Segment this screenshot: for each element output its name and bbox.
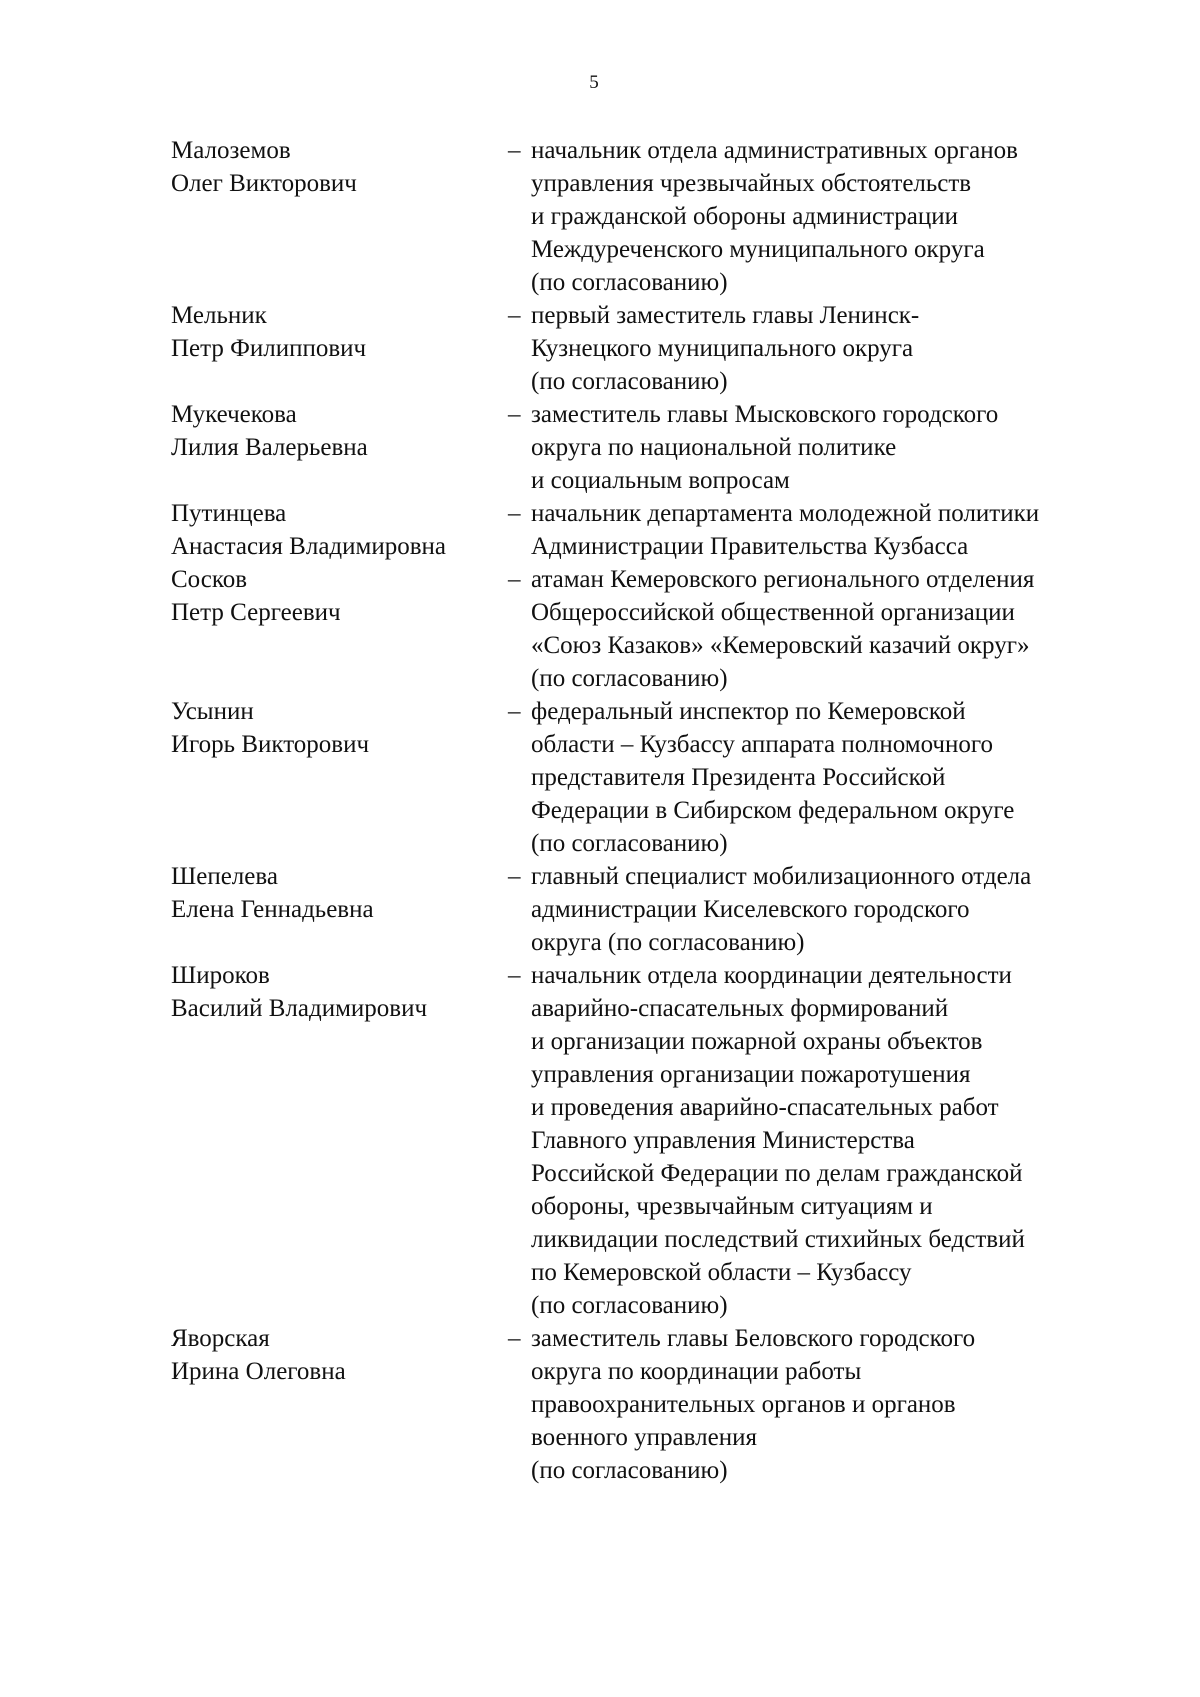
position-line: Российской Федерации по делам гражданской xyxy=(531,1160,1023,1187)
member-surname: Мукечекова xyxy=(171,401,297,428)
position-line: администрации Киселевского городского xyxy=(531,896,970,923)
member-surname: Путинцева xyxy=(171,500,287,527)
position-line: области – Кузбассу аппарата полномочного xyxy=(531,731,993,758)
member-name xyxy=(171,959,508,1322)
position-line: округа по национальной политике xyxy=(531,434,897,461)
position-line: военного управления xyxy=(531,1424,757,1451)
position-line: первый заместитель главы Ленинск- xyxy=(531,302,920,329)
position-line: федеральный инспектор по Кемеровской xyxy=(531,698,966,725)
dash-separator: – xyxy=(508,500,521,527)
dash-separator: – xyxy=(508,698,521,725)
member-given-names: Анастасия Владимировна xyxy=(171,533,446,560)
member-given-names: Петр Сергеевич xyxy=(171,599,341,626)
position-line: округа по координации работы xyxy=(531,1358,862,1385)
position-line: и гражданской обороны администрации xyxy=(531,203,959,230)
member-given-names: Петр Филиппович xyxy=(171,335,367,362)
position-line: Главного управления Министерства xyxy=(531,1127,915,1154)
position-line: Кузнецкого муниципального округа xyxy=(531,335,914,362)
member-given-names: Ирина Олеговна xyxy=(171,1358,346,1385)
member-name xyxy=(171,563,508,695)
member-entry xyxy=(171,299,1131,398)
member-surname: Яворская xyxy=(171,1325,270,1352)
position-line: (по согласованию) xyxy=(531,1457,728,1484)
dash-separator: – xyxy=(508,401,521,428)
member-name xyxy=(171,398,508,497)
dash-separator: – xyxy=(508,863,521,890)
member-position xyxy=(531,398,1131,497)
member-position xyxy=(531,695,1131,860)
member-name xyxy=(171,299,508,398)
dash-separator: – xyxy=(508,962,521,989)
position-line: управления организации пожаротушения xyxy=(531,1061,971,1088)
member-position xyxy=(531,134,1131,299)
member-surname: Широков xyxy=(171,962,270,989)
position-line: (по согласованию) xyxy=(531,269,728,296)
position-line: аварийно-спасательных формирований xyxy=(531,995,949,1022)
members-list xyxy=(171,134,1131,1487)
position-line: начальник департамента молодежной политики xyxy=(531,500,1040,527)
position-line: начальник отдела координации деятельности xyxy=(531,962,1012,989)
member-position xyxy=(531,860,1131,959)
member-surname: Мельник xyxy=(171,302,267,329)
member-surname: Шепелева xyxy=(171,863,278,890)
position-line: главный специалист мобилизационного отдела xyxy=(531,863,1032,890)
position-line: Администрации Правительства Кузбасса xyxy=(531,533,969,560)
member-entry xyxy=(171,563,1131,695)
position-line: и социальным вопросам xyxy=(531,467,790,494)
position-line: (по согласованию) xyxy=(531,830,728,857)
member-position xyxy=(531,299,1131,398)
member-surname: Усынин xyxy=(171,698,254,725)
dash-separator: – xyxy=(508,1325,521,1352)
member-position xyxy=(531,1322,1131,1487)
dash-separator: – xyxy=(508,566,521,593)
position-line: (по согласованию) xyxy=(531,368,728,395)
dash-separator: – xyxy=(508,302,521,329)
member-name xyxy=(171,497,508,563)
member-surname: Сосков xyxy=(171,566,248,593)
position-line: начальник отдела административных органов xyxy=(531,137,1018,164)
position-line: Междуреченского муниципального округа xyxy=(531,236,985,263)
member-entry xyxy=(171,134,1131,299)
position-line: по Кемеровской области – Кузбассу xyxy=(531,1259,912,1286)
member-name xyxy=(171,134,508,299)
member-surname: Малоземов xyxy=(171,137,291,164)
member-entry xyxy=(171,695,1131,860)
position-line: правоохранительных органов и органов xyxy=(531,1391,956,1418)
dash-separator: – xyxy=(508,137,521,164)
member-name xyxy=(171,695,508,860)
position-line: (по согласованию) xyxy=(531,665,728,692)
page-number: 5 xyxy=(589,72,599,93)
member-given-names: Игорь Викторович xyxy=(171,731,370,758)
member-name xyxy=(171,1322,508,1487)
position-line: и проведения аварийно-спасательных работ xyxy=(531,1094,999,1121)
member-position xyxy=(531,959,1131,1322)
position-line: атаман Кемеровского регионального отделения xyxy=(531,566,1035,593)
position-line: Общероссийской общественной организации xyxy=(531,599,1015,626)
member-name xyxy=(171,860,508,959)
member-given-names: Василий Владимирович xyxy=(171,995,428,1022)
position-line: округа (по согласованию) xyxy=(531,929,805,956)
member-entry xyxy=(171,959,1131,1322)
position-line: «Союз Казаков» «Кемеровский казачий округ» xyxy=(531,632,1030,659)
member-given-names: Олег Викторович xyxy=(171,170,357,197)
position-line: заместитель главы Мысковского городского xyxy=(531,401,999,428)
member-entry xyxy=(171,497,1131,563)
position-line: (по согласованию) xyxy=(531,1292,728,1319)
member-position xyxy=(531,497,1131,563)
member-entry xyxy=(171,1322,1131,1487)
member-given-names: Елена Геннадьевна xyxy=(171,896,374,923)
member-position xyxy=(531,563,1131,695)
position-line: представителя Президента Российской xyxy=(531,764,946,791)
position-line: Федерации в Сибирском федеральном округе xyxy=(531,797,1015,824)
member-entry xyxy=(171,860,1131,959)
position-line: управления чрезвычайных обстоятельств xyxy=(531,170,972,197)
position-line: ликвидации последствий стихийных бедствий xyxy=(531,1226,1025,1253)
member-entry xyxy=(171,398,1131,497)
position-line: заместитель главы Беловского городского xyxy=(531,1325,976,1352)
position-line: обороны, чрезвычайным ситуациям и xyxy=(531,1193,933,1220)
position-line: и организации пожарной охраны объектов xyxy=(531,1028,983,1055)
member-given-names: Лилия Валерьевна xyxy=(171,434,368,461)
